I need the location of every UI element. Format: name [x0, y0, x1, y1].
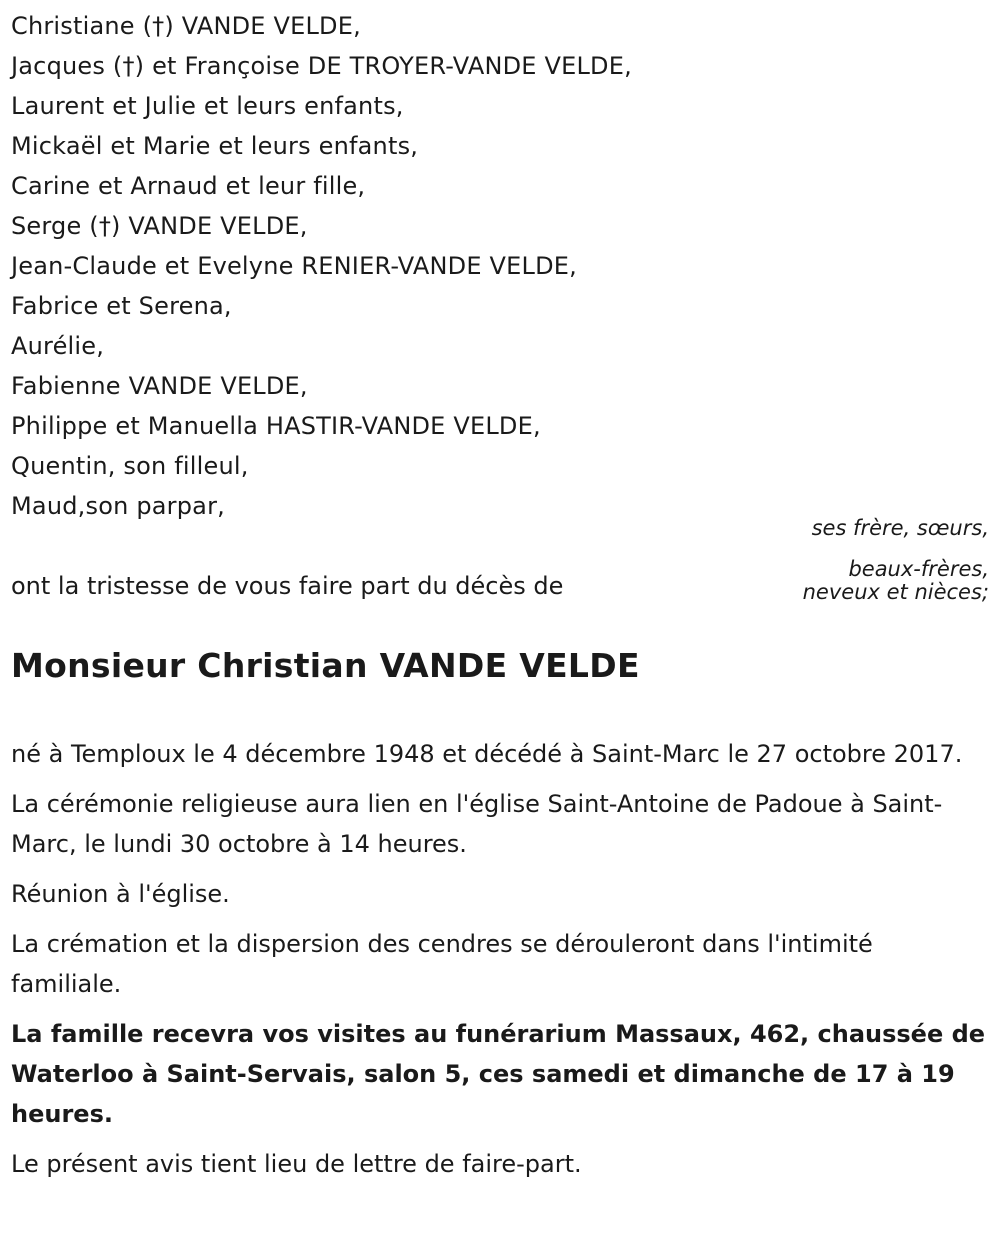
- family-member: Christiane (†) VANDE VELDE,: [11, 12, 361, 40]
- ceremony-paragraph: La cérémonie religieuse aura lien en l'église Saint-Antoine de Padoue à Saint-Marc, le lundi 30 octobre à 14 heures.: [11, 790, 943, 858]
- relations-in-laws: beaux-frères,: [848, 557, 989, 581]
- cremation-paragraph: La crémation et la dispersion des cendres se dérouleront dans l'intimité familiale.: [11, 930, 873, 998]
- family-member: Maud,son parpar,: [11, 492, 225, 520]
- notice-paragraph: Le présent avis tient lieu de lettre de faire-part.: [11, 1150, 582, 1178]
- meeting-paragraph: Réunion à l'église.: [11, 880, 230, 908]
- family-list: [11, 6, 632, 526]
- relations-nephews: neveux et nièces;: [802, 580, 989, 604]
- family-member: Jacques (†) et Françoise DE TROYER-VANDE VELDE,: [11, 52, 632, 80]
- family-member: Fabienne VANDE VELDE,: [11, 372, 308, 400]
- family-member: Fabrice et Serena,: [11, 292, 232, 320]
- family-member: Jean-Claude et Evelyne RENIER-VANDE VELDE,: [11, 252, 577, 280]
- birth-death-paragraph: né à Temploux le 4 décembre 1948 et décédé à Saint-Marc le 27 octobre 2017.: [11, 740, 963, 768]
- family-member: Quentin, son filleul,: [11, 452, 249, 480]
- visits-paragraph: La famille recevra vos visites au funérarium Massaux, 462, chaussée de Waterloo à Saint-Servais, salon 5, ces samedi et dimanche de 17 à 19 heures.: [11, 1020, 986, 1128]
- announcement-text: ont la tristesse de vous faire part du décès de: [11, 572, 564, 600]
- family-member: Philippe et Manuella HASTIR-VANDE VELDE,: [11, 412, 541, 440]
- family-member: Serge (†) VANDE VELDE,: [11, 212, 308, 240]
- family-member: Laurent et Julie et leurs enfants,: [11, 92, 404, 120]
- details-section: [11, 734, 986, 1194]
- family-member: Mickaël et Marie et leurs enfants,: [11, 132, 419, 160]
- relations-siblings: ses frère, sœurs,: [811, 516, 989, 540]
- family-member: Aurélie,: [11, 332, 105, 360]
- family-member: Carine et Arnaud et leur fille,: [11, 172, 366, 200]
- deceased-name: Monsieur Christian VANDE VELDE: [11, 646, 640, 685]
